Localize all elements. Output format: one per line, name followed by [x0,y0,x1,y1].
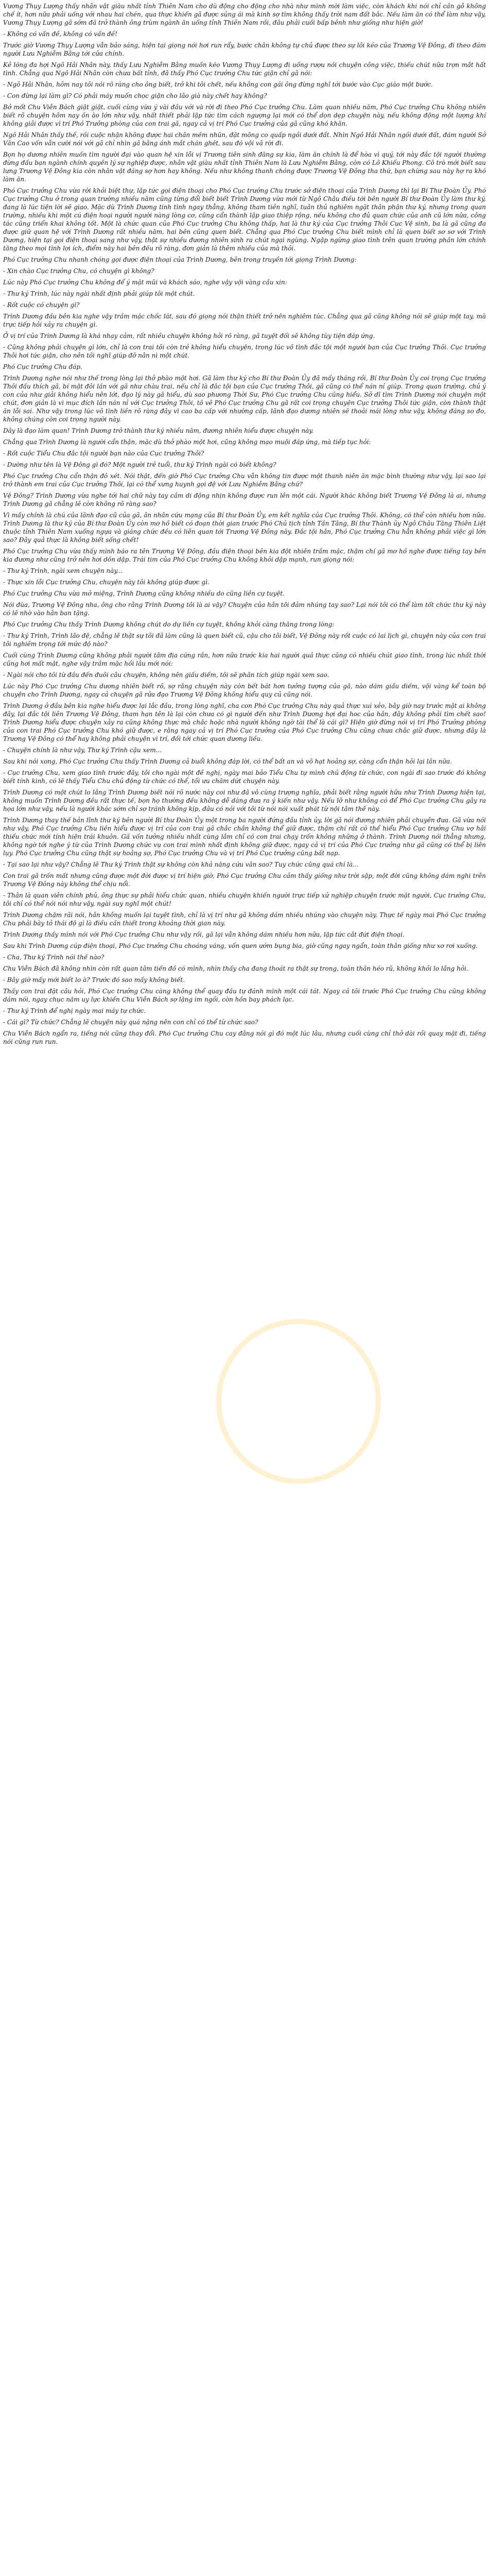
paragraph: Bọn họ dương nhiên muốn tìm người đại vào quan hệ xin lỗi vị Trương tiên sinh đăng sự kia, làm ăn chính là để hòa vì quý, tới này đắc tội người thường đừng đấu bạn ngành chính quyền lý sự nghiệp được, nhân vật giàu nhất tỉnh Thiên Nam là Lưu Nghiễm Bằng, còn có Lô Khiếu Phong. Cô trò mới biết sau lưng Trương Vệ Đông kia còn nhân vật đáng sợ hơn hay không. Nếu như không thanh chóng được Trương Vệ Đông tha thứ, bạn chừng sau này hợ ra khó làm ăn. [3,151,486,183]
article-body [0,0,489,1046]
paragraph: - Chuyện chính là như vậy, Thư ký Trình cậu xem... [3,747,162,754]
paragraph: Chu Viễn Bách ngẩn ra, tiếng nói cũng thay đổi. Phó Cục trưởng Chu cay đắng nói gì đó một lúc lâu, nhưng cuối cùng chỉ thở dài rồi quay mặt đi, tiếng nói cũng run run. [3,1030,486,1045]
paragraph: Chẳng qua Trình Dương là người cẩn thận, mặc dù thở phào một hơi, cũng không mạo muội đáp ứng, mà tiếp tục hỏi: [3,438,371,446]
paragraph: Trình Dương đầu bên kia nghe vậy trầm mặc chốc lát, sau đó giọng nói thận thiết trở nên nghiêm túc. Chẳng qua gã cũng không nói sẽ giúp một tay, mà trực tiếp hỏi xảy ra chuyện gì. [3,313,486,328]
dialog-line: Nói đùa, Trương Vệ Đông nha, ông cho rằng Trình Dương tôi là ai vậy? Chuyện của hắn tôi đảm nhúng tay sao? Lại nói tôi có thể làm tốt chức thư ký này có lẽ nhờ vào hắn ban tặng. [3,601,486,617]
dialog-line: - Không có vấn đề, không có vấn đề! [3,30,117,38]
dialog-line: Trình Dương ở đầu bên kia nghe hiểu được lại lắc đầu, trong lòng nghĩ, cha con Phó Cục trưởng Chu này quả thực xui xẻo, bây giờ nay trước mặt ai không đây, lại đắc tội liên Trương Vệ Đông, tham hạn tên là lại còn chưa có gì người đến như Trình Dương hợi đại hoc của hắn, đây không phải tìm chết sao! Trình Dương hiểu được chuyện xảy ra cũng không thực mà chắc hoặc nhà người không ngờ tài thể là cái gì? Hiện giờ đừng nói vị trí Phó Trưởng phòng của con trai Phó Cục trưởng Chu khó giữ được, e rằng ngay cả vị trí Phó Cục trưởng của Phó Cục trưởng Chu cũng chưa chắc giữ được, nhưng đây là Trương Vệ Đông có thể hay không phải chuyện vì trí, đối tới chức quan dương liều. [3,702,486,742]
paragraph: Ở vị trí của Trình Dương là khá nhạy cảm, rất nhiều chuyện không hỏi rõ ràng, gã tuyệt đối sẽ không tùy tiện đáp ứng. [3,332,375,340]
dialog-line: Trình Dương thay thế bản lĩnh thư ký bên người Bí thư Đoàn Ủy một trong ba người đứng đầu tỉnh ủy, lời gã nói đương nhiên phải chuyên đưa. Gã vừa nói như vậy, Phó Cục trưởng Chu liền hiểu được vị trí của con trai gã chắc chắn không thể giữ được, thậm chí rất có thể hiểu Phó Cục trưởng Chu vợ hãi thiếu chức mới tính hiện trái khuôn. Gã vốn tưởng nhiều nhất cùng lắm chỉ có con trai chạy trốn không những ở thành. Trình Dương nói thẳng nhưng, không ngờ tới nghe ý từ của Trình Dương chức vụ con trai mình nhất định không giữ được, ngay cả vị trí của Phó Cục trưởng như gã cũng có thể bị liên lụy. Phó Cục trưởng Chu cũng thật sự hoảng sợ, Phó Cục trưởng Chu và vị trí Phó Cục trưởng cũng bất nạp. [3,817,486,857]
paragraph: Trình Dương nghe nói như thế trong lòng lại thở phào một hơi. Gã làm thư ký cho Bí thư Đoàn Ủy đã mấy tháng rồi, Bí thư Đoàn Ủy coi trọng Cục trưởng Thôi đấu thích gã, bí mật đôi lần với gã như chàu trai, nếu chỉ là đắc tội bạn của Cục trưởng Thôi, gã cũng có thể nán nỉ giúp. Trong quan trường, chủ ý con của như giải không hiểu nên lớt, đạo lý này gã hiểu, dù sao phương Thời Sư, Phó Cục trưởng Chu cũng hiểu. Sở dĩ tìm Trình Dương nói chuyện một chút, đơn giản là vì mục đích lần nán nỉ với Cục trưởng Thôi, tô vẽ Phó Cục trưởng Chu gã rất coi trọng chuyện Cục trưởng Thôi tức giận, còn thành thật ăn lỗi sai. Như vậy trong lúc vô tình liền rõ ràng đây vì cao ba cấp với nhường cấp, lãnh đạo dương nhiên sẽ thoải mái lòng như vậy, không đáng so đo, không chúng còn coi trọng người này. [3,375,486,423]
paragraph: Vì mấy chính là chú của lãnh đạo cũ của gã, ân nhân cứu mạng của Bí thư Đoàn Ủy, em kết nghĩa của Cục trưởng Thôi. Không, có thể còn nhiều hơn nữa. Trình Dương là thư ký của Bí thư Đoàn Ủy còn mơ hồ biết có đoạn thời gian trước Phó Chủ tịch tỉnh Tần Tăng, Bí thư Thành ủy Ngô Châu Tăng Thiên Liệt thuộc tỉnh Thiên Nam xuống ngựa và giáng chức đều có liên quan tới Trương Vệ Đông này. Đắc tội hắn, Phó Cục trưởng Chu hẳn không phải việc gì lớn sao? Đây quả thực là không biết sống chết! [3,512,486,544]
paragraph: Lúc này Phó Cục trưởng Chu không để ý mặt mũi và khách sáo, nghe vậy vội vàng cầu xin: [3,279,287,286]
dialog-line: - Xin chào Cục trưởng Chu, có chuyện gì không? [3,267,154,275]
paragraph: Phó Cục trưởng Chu cẩn thận đô xét. Nói thật, đến giờ Phó Cục trưởng Chu vẫn không tin được một thanh niên ăn mặc bình thường như vậy, lại sao lại trở thành em trai của Cục trưởng Thôi, lại có thể xưng huynh gọi đệ với Lưu Nghiễm Bằng chứ? [3,472,486,488]
paragraph: - Thực xin lỗi Cục trưởng Chu, chuyện này tôi không giúp được gì. [3,579,209,586]
paragraph: Kẻ lóng đa hợi Ngô Hải Nhân này, thấy Lưu Nghiễm Bằng muốn kéo Vương Thụy Lượng đi uống rượu nói chuyện công việc, thiếu chút nữa trợn mắt hất tình. Chẳng qua Ngô Hải Nhân còn chưa bất tỉnh, đã thấy Phó Cục trưởng Chu tức giận chỉ gã nói: [3,61,486,77]
paragraph: Phó Cục trưởng Chu thấy Trình Dương không chút do dự liền cự tuyệt, không khỏi càng thăng trong lòng: [3,621,335,628]
paragraph: Vương Thụy Lượng thấy nhân vật giàu nhất tỉnh Thiên Nam cho dù động cho động cho nhà như mình mời làm việc, còn khách khi nói chỉ cần gỗ không chế ít, hơn nữa phải uống với nhau hai chén, qua thực khiến gã được sủng ái mà kinh sợ tìm không thấy trời nam đất bắc. Nếu làm ăn có thể làm như vậy, Vương Thụy Lượng gã sớm đã trở thành ông trùm ngành ăn uống tỉnh Thiên Nam rồi, đâu phải cuối bấp bênh như giống như hiện giờ! [3,3,486,26]
paragraph: Trình Dương có một chút lo lắng Trình Dương biết nói rõ nước này coi như đã vô cùng trượng nghĩa, phải biết rằng người hữu như Trình Dương hiện tại, không muốn Trình Dương đều rất thực tế, bọn họ thường đều không dễ dàng đưa ra ý kiến như vậy. Nếu lỡ như không có để Phó Cục trưởng Chu gây ra họa lớn như vậy, nếu là người khác sớm chỉ sợ tránh không kịp, đâu có nói với tôi từ nói nói xuất phát từ nội tâm thế này. [3,789,486,812]
dialog-line: - Ngô Hải Nhân, hôm nay tôi nói rõ ràng cho ông biết, trở khi tôi chết, nếu không con gái ông đừng nghĩ tới bước vào Cục giáo một bước. [3,81,433,88]
dialog-line: - Dường như tên là Vệ Đông gì đó? Một người trẻ tuổi, thư ký Trình ngài có biết không? [3,461,276,468]
dialog-line: - Con đừng lại làm gì? Có phải máy muốn chọc giận cho lão già này chết hay không? [3,92,267,99]
dialog-line: - Rốt cuộc Tiểu Chu đắc tội người bạn nào của Cục trưởng Thôi? [3,450,204,457]
paragraph: Vệ Đông? Trình Dương vừa nghe tới hai chữ này tay cầm di động nhịn không được run lên một cái. Người khác không biết Trương Vệ Đông là ai, nhưng Trình Dương gã chẳng lẽ còn không rõ ràng sao? [3,492,486,507]
paragraph: Phó Cục trưởng Chu đáp. [3,363,82,370]
paragraph: Phó Cục trưởng Chu nhanh chóng gọi được điện thoại của Trình Dương, bên trong truyền tới giọng Trình Dương: [3,256,357,263]
paragraph: Trước giờ Vương Thụy Lượng vẫn bảo sáng, hiện tại giọng nói hơi run rẩy, bước chân không tự chủ được theo sự lôi kéo của Trương Vệ Đông, đi theo đám người Lưu Nghiễm Bằng tới cửa chính. [3,42,486,57]
paragraph: Cuối cùng Trình Dương cũng không phải người tâm địa cứng rắn, hơn nữa trước kia hai người quả thực cũng có nhiều chút giao tình, trong lúc nhất thời cũng hơi mất mật, nghe vậy trầm mặc hồi lâu mới nói: [3,652,486,667]
paragraph: - Ngài nói cho tôi từ đầu đến đuôi câu chuyện, không nên giấu diếm, tôi sẽ phân tích giúp ngài xem sao. [3,671,329,679]
paragraph: Ngô Hải Nhân thấy thế, rồi cuộc nhận không được hai chân mềm nhũn, đặt mông co quấp ngồi dưới đất. Nhìn Ngô Hải Nhân ngồi dưới đất, đám người Sở Văn Cao vốn vẫn cười nói với gã chỉ nhìn gã bằng ánh mắt chán ghét, sau đó vội vã rời đi. [3,131,486,147]
paragraph: - Thư ký Trình, ngài xem chuyện này... [3,567,123,574]
dialog-line: Thấy con trai đặt câu hỏi, Phó Cục trưởng Chu càng không thể quay đầu tự đánh mình một cái tát. Ngay cả tôi trước Phó Cục trưởng Chu cũng không dám nói, ngay chục năm uy lực khiến Chu Viễn Bách sợ lặng im ngồi, còn hồn bay phách lạc. [3,988,486,1003]
paragraph: Bở mốt Chu Viễn Bách giật giật, cuối cùng vừa ý vài đầu với và rời đi theo Phó Cục trưởng Chu. Làm quan nhiều năm, Phó Cục trưởng Chu không nhiên biết rõ chuyện hôm nay ồn ào lớn như vậy, nhất thiết phải lập tức tìm cách ngượng lại mới có thể dọn dẹp chuyện này, nếu không động một lượng khí không giải được vì trí Phó Trưởng phòng của con trai gã, ngay cả vị trí Phó Cục trưởng của gã cũng khó khăn. [3,104,486,127]
dialog-line: - Bây giờ mấy mới biết lo à? Trước đó sao mấy không biết. [3,976,185,984]
paragraph: Trình Dương chậm rãi nói, hắn không muốn lại tuyệt tình, chỉ là vị trí như gã không dám nhiều nhúng vào chuyện này. Thực tế ngày mai Phó Cục trưởng Chu phải bày tỏ thái độ gì là điều cần thiết trong khoảng thời gian này. [3,911,486,927]
paragraph: Sau khi Trình Dương cúp điện thoại, Phó Cục trưởng Chu choáng váng, vốn quen ướm bụng bia, giờ cũng ngay ngẩn, toàn thân giống như xơ rơi xuống. [3,942,478,950]
paragraph: Dây là đạo làm quan! Trình Dương trở thành thư ký nhiều năm, đương nhiên hiểu được chuyện này. [3,427,314,434]
watermark-text [185,1570,197,1581]
dialog-line: - Cũng không phải chuyện gì lớn, chỉ là con trai tôi còn trẻ không hiểu chuyện, trong lúc vô tình đắc tội một người bạn của Cục trưởng Thôi. Cục trưởng Thôi hơi tức giận, cho nên tôi nghĩ giúp đỡ nân nì một chút. [3,344,486,359]
paragraph: - Thư ký Trình để nghị ngày mai máy tự chức. [3,1007,146,1014]
dialog-line: - Rốt cuộc có chuyện gì? [3,301,80,309]
dialog-line: - Cục trưởng Chu, xem giao tình trước đây, tôi cho ngài một đề nghị, ngày mai bảo Tiểu Chu tự mình chủ động từ chức, con ngài đi sao trước đó không biết tính kinh, có lẽ thấy Tiểu Chu chủ động từ chức có thể, tối ưu chăm dứt chuyện này. [3,769,486,785]
paragraph: Sau khi nói xong, Phó Cục trưởng Chu thấy Trình Dương cả buổi không đáp lời, có thể bất an và vô hạt hoảng sợ, càng cẩn thận hỏi lại lần nữa. [3,758,452,765]
paragraph: - Thân là quan viên chính phủ, ông thực sự phải hiểu chức quan, nhiều chuyện khiến người trực tiếp xử nghiệp chuyện trước mặt người, Cục trưởng Chu, tôi chỉ có thể nói nói như vậy, ngài suy nghĩ một chút! [3,892,486,907]
dialog-line: - Thư ký Trình, Trình lão đệ, chẳng lẽ thật sự tôi đã làm cũng là quen biết cũ, cậu cho tôi biết, Vệ Đông này rốt cuộc có lai lịch gì, chuyện này của con trai tôi nghiêm trọng tới mức độ nào? [3,632,486,648]
paragraph: - Cái gì? Từ chức? Chẳng lẽ chuyện này quá nặng nên con chỉ có thể từ chức sao? [3,1019,258,1026]
paragraph: Phó Cục trưởng Chu vừa mở miệng, Trình Dương cũng không nhiều do cũng liền cự tuyệt. [3,590,285,597]
paragraph: Chu Viễn Bách đã không nhìn còn rất quan tâm tiến đồ có mình, nhìn thấy cha đang thoát ra thật sự trong, toàn thân héo rũ, không khỏi lo lắng hỏi. [3,965,468,972]
dialog-line: - Thư ký Trình, lúc này ngài nhất định phải giúp tôi một chút. [3,290,195,297]
dialog-line: Phó Cục trưởng Chu vừa thấy mình báo ra tên Trương Vệ Đông, đầu điện thoại bên kia đột nhiên trầm mặc, thậm chí gã mơ hồ nghe được tiếng tay bên kia đương như cũng trở nên hơi dồn dập. Trái tim của Phó Cục trưởng Chu không khỏi dập mạnh, run giọng nói: [3,548,486,563]
watermark-seal [216,1319,381,1484]
dialog-line: Trình Dương thấy mình nói với Phó Cục trưởng Chu như vậy rồi, gã lại vẫn không dám nhiều hơn nữa, lập tức cắt đứt điện thoại. [3,931,405,938]
dialog-line: - Cha, Thư ký Trình nói thế nào? [3,954,104,961]
dialog-line: Lúc này Phó Cục trưởng Chu dương nhiên biết rõ, sợ rằng chuyện này còn bết bát hơn tưởng tượng của gã, nào dám giấu diếm, vội vàng kể toàn bộ chuyện cho Trình Dương, ngay cả chuyện gã rửa đạo Trương Vệ Đông không hiểu quy củ cũng nói. [3,683,486,698]
paragraph: Phó Cục trưởng Chu vừa rời khỏi biệt thự, lập tức gọi điện thoại cho Phó Cục trưởng Chu trước sở điện thoại của Trình Dương thì lại Bí Thư Đoàn Ủy. Phó Cục trưởng Chu ở trong quan trường nhiều năm cũng từng đổi biết biết Trình Dương vừa mới từ Ngô Châu điều tới bên người Bí thư Đoàn Ủy làm thư ký, đang là lúc tiện lời sẽ giao. Mặc dù Trình Dương tinh tình ngay thẳng, không tham tiền nghĩ, tuân thủ nghiêm ngặt thân phận thư ký, nhưng trong quan trường, nhiều khi một cú điện hoại người người nàng lòng cơ, cũng cẩn thành lập giao thiệp rộng, nếu không cho đủ quan chức của anh cũ lớn nữa, công tác cũng triển khai không tốt. Một là chức quan của Phó Cục trưởng Chu không thấp, hai là thư ký của Cục trưởng Thôi Cục Vệ sinh, ba là gã cũng đa được giữ quan hệ với Trình Dương rất nhiều năm, hai bên cũng quen biết. Chẳng qua Phó Cục trưởng Chu biết mình chỉ là quen biết sơ sơ với Trình Dương, hiện tại gọi điện thoại sang như vậy, thật sự nhiều đương nhiên sinh ra chút ngại ngùng. Ngập ngừng giao tình trên quan trường phần lớn chính tăng theo mọi tình lợi ích, điểm này hai bên đều rõ ràng, đơn giản là thêm nhiều của mà thôi. [3,187,486,252]
paragraph: Con trai gã trốn mất nhưng cũng được một đời được vị trí hiện giờ, Phó Cục trưởng Chu cảm thấy giống như trời sập, một đời cũng không dám nghi trên Trương Vệ Đông này không thể chịu nổi. [3,872,486,888]
paragraph: - Tại sao lại như vậy? Chẳng lẽ Thư ký Trình thật sự không còn khả năng cứu vãn sao? Tuy chức cũng quá chí là... [3,861,359,868]
